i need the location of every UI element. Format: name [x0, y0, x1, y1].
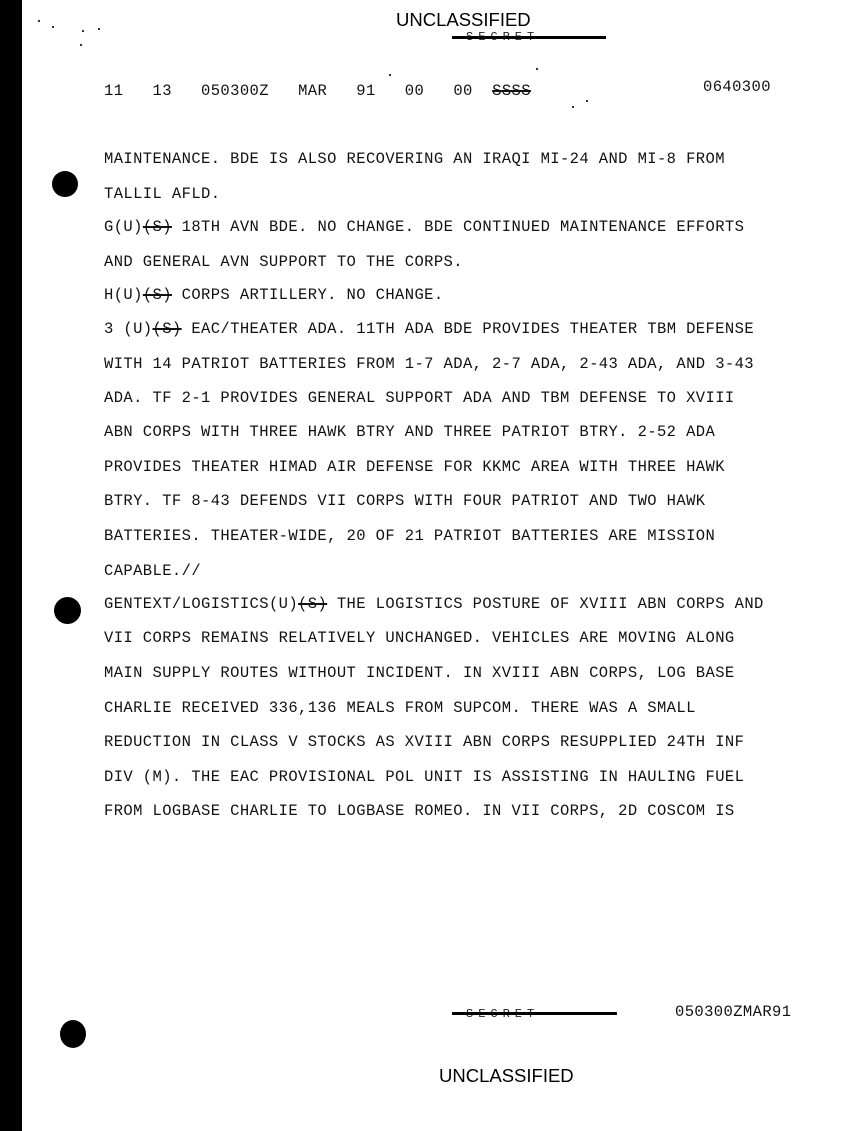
- header-serial: 0640300: [703, 78, 771, 96]
- classification-banner-top: UNCLASSIFIED: [396, 9, 531, 30]
- header-struck-class: SSSS: [492, 82, 531, 100]
- header-field-2: 00: [453, 82, 473, 100]
- para-letter-g: G: [104, 218, 114, 236]
- scan-left-edge: [0, 0, 22, 1131]
- header-dtg: 050300Z: [201, 82, 269, 100]
- body-line-3: G(U)(S) 18TH AVN BDE. NO CHANGE. BDE CONTINUED MAINTENANCE EFFORTS: [104, 218, 745, 236]
- scan-speck: [52, 26, 54, 28]
- punch-hole: [52, 171, 78, 197]
- gentext-label: GENTEXT/LOGISTICS: [104, 595, 269, 613]
- body-line-11: BTRY. TF 8-43 DEFENDS VII CORPS WITH FOUR PATRIOT AND TWO HAWK: [104, 492, 706, 510]
- header-year: 91: [356, 82, 376, 100]
- body-line-7: WITH 14 PATRIOT BATTERIES FROM 1-7 ADA, 2-7 ADA, 2-43 ADA, AND 3-43: [104, 355, 755, 373]
- scan-speck: [38, 20, 40, 22]
- footer-dtg: 050300ZMAR91: [675, 1003, 792, 1021]
- classification-banner-bottom: UNCLASSIFIED: [439, 1065, 574, 1086]
- body-line-5: H(U)(S) CORPS ARTILLERY. NO CHANGE.: [104, 286, 444, 304]
- body-line-13: CAPABLE.//: [104, 562, 202, 580]
- para-letter-h: H: [104, 286, 114, 304]
- header-line-no: 11: [104, 82, 124, 100]
- secret-strike-bottom: [452, 1012, 617, 1015]
- body-line-17: CHARLIE RECEIVED 336,136 MEALS FROM SUPCOM. THERE WAS A SMALL: [104, 699, 696, 717]
- body-line-2: TALLIL AFLD.: [104, 185, 221, 203]
- punch-hole: [60, 1020, 86, 1048]
- scan-speck: [572, 106, 574, 108]
- body-line-20: FROM LOGBASE CHARLIE TO LOGBASE ROMEO. IN VII CORPS, 2D COSCOM IS: [104, 802, 735, 820]
- body-line-14: GENTEXT/LOGISTICS(U)(S) THE LOGISTICS POSTURE OF XVIII ABN CORPS AND: [104, 595, 764, 613]
- classification-mark: (U)(S): [113, 286, 172, 304]
- classification-mark: (U)(S): [113, 218, 172, 236]
- scan-speck: [80, 44, 82, 46]
- body-line-1: MAINTENANCE. BDE IS ALSO RECOVERING AN IRAQI MI-24 AND MI-8 FROM: [104, 150, 725, 168]
- scan-speck: [586, 100, 588, 102]
- classification-mark: (U)(S): [123, 320, 182, 338]
- scan-speck: [82, 30, 84, 32]
- body-line-16: MAIN SUPPLY ROUTES WITHOUT INCIDENT. IN XVIII ABN CORPS, LOG BASE: [104, 664, 735, 682]
- body-line-4: AND GENERAL AVN SUPPORT TO THE CORPS.: [104, 253, 463, 271]
- body-line-6: 3 (U)(S) EAC/THEATER ADA. 11TH ADA BDE PROVIDES THEATER TBM DEFENSE: [104, 320, 755, 338]
- body-line-9: ABN CORPS WITH THREE HAWK BTRY AND THREE PATRIOT BTRY. 2-52 ADA: [104, 423, 716, 441]
- header-field-1: 00: [404, 82, 425, 100]
- secret-strike-top: [452, 36, 606, 39]
- body-line-19: DIV (M). THE EAC PROVISIONAL POL UNIT IS ASSISTING IN HAULING FUEL: [104, 768, 745, 786]
- body-line-8: ADA. TF 2-1 PROVIDES GENERAL SUPPORT ADA AND TBM DEFENSE TO XVIII: [104, 389, 735, 407]
- message-header: [104, 82, 531, 100]
- body-line-15: VII CORPS REMAINS RELATIVELY UNCHANGED. VEHICLES ARE MOVING ALONG: [104, 629, 735, 647]
- body-line-10: PROVIDES THEATER HIMAD AIR DEFENSE FOR KKMC AREA WITH THREE HAWK: [104, 458, 725, 476]
- body-line-18: REDUCTION IN CLASS V STOCKS AS XVIII ABN CORPS RESUPPLIED 24TH INF: [104, 733, 745, 751]
- para-number-3: 3: [104, 320, 114, 338]
- body-line-12: BATTERIES. THEATER-WIDE, 20 OF 21 PATRIOT BATTERIES ARE MISSION: [104, 527, 716, 545]
- scan-speck: [536, 68, 538, 70]
- classification-mark: (U)(S): [268, 595, 328, 613]
- header-page-no: 13: [152, 82, 172, 100]
- header-month: MAR: [298, 82, 328, 100]
- scan-speck: [98, 28, 100, 30]
- punch-hole: [54, 597, 81, 624]
- scan-speck: [389, 74, 391, 76]
